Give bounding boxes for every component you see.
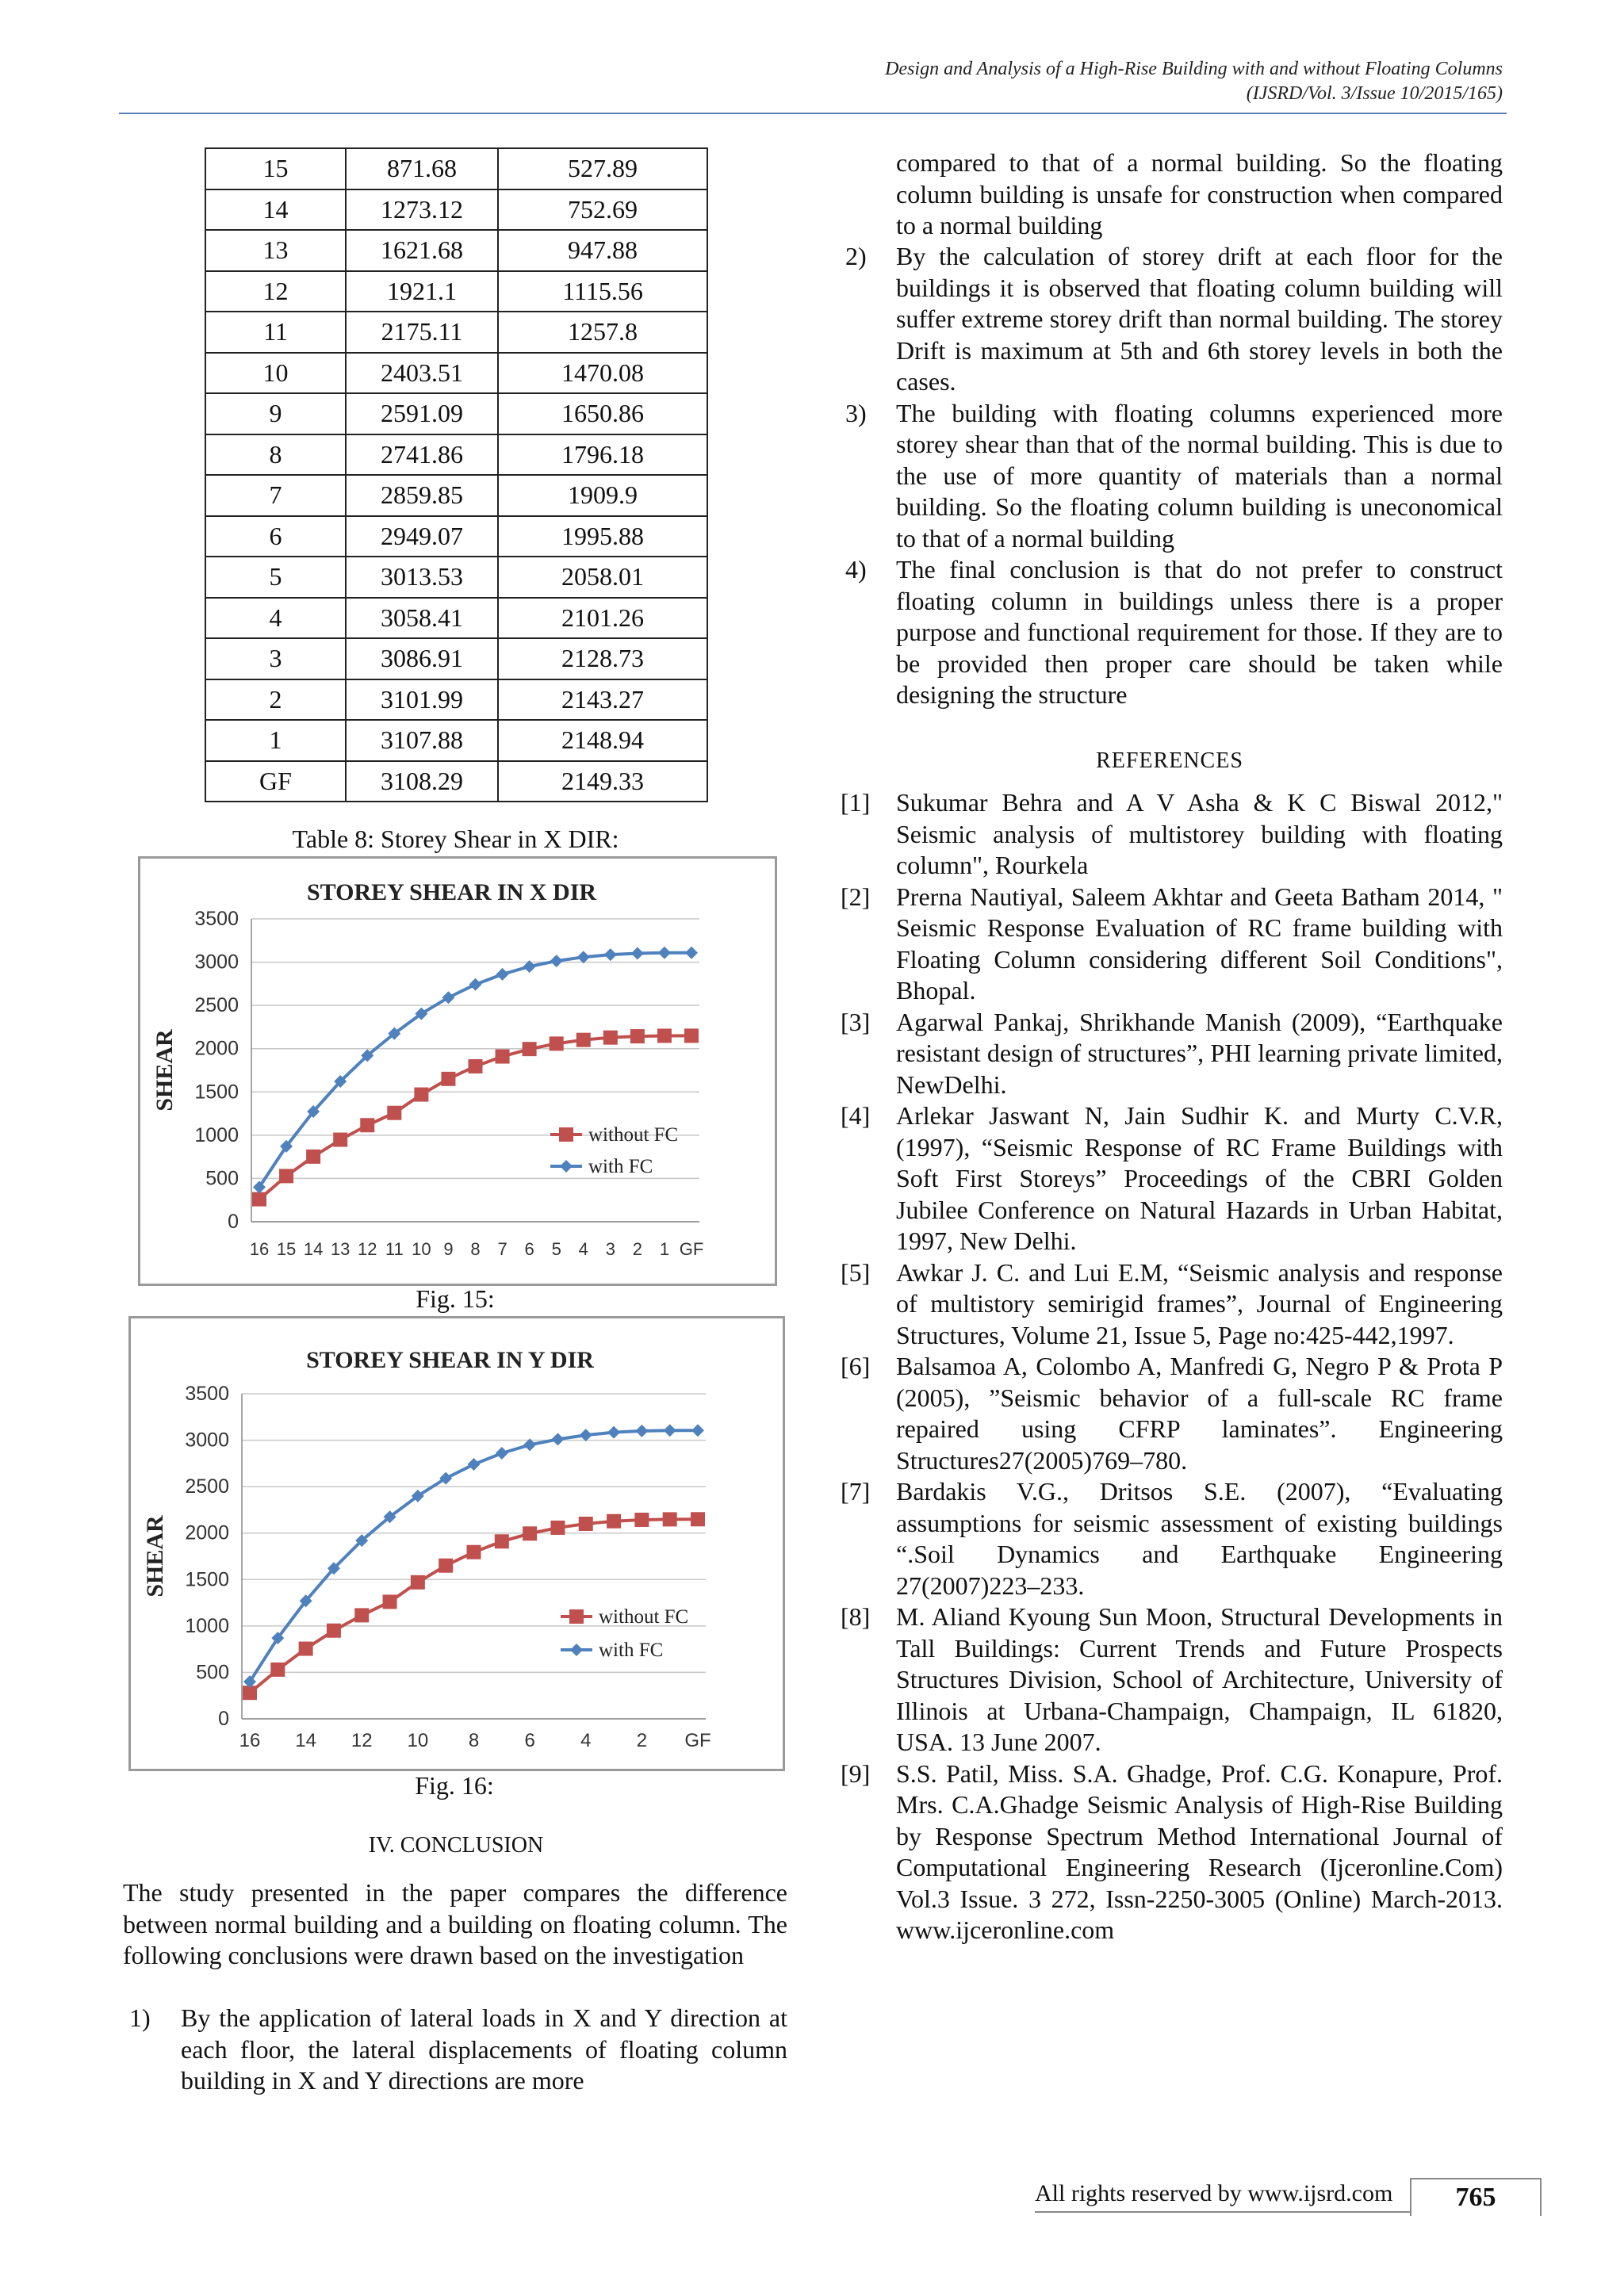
data-point xyxy=(327,1624,341,1638)
y-tick-label: 0 xyxy=(228,1211,239,1233)
table-row xyxy=(205,761,707,802)
data-point xyxy=(604,948,617,961)
data-point xyxy=(635,1425,648,1437)
table-row xyxy=(205,475,707,516)
chart-title: STOREY SHEAR IN X DIR xyxy=(306,879,597,905)
x-tick-label: 8 xyxy=(470,1239,481,1259)
with-fc-cell: 2175.11 xyxy=(346,312,498,353)
item-text: The final conclusion is that do not prefer to construct floating column in buildings unless there is a proper purpose and functional requirement for those. If they are to be provided then proper care should be taken while designing the structure xyxy=(896,555,1503,709)
storey-cell: 5 xyxy=(205,557,346,598)
y-tick-label: 3000 xyxy=(194,951,239,974)
x-tick-label: 15 xyxy=(276,1239,297,1259)
data-point xyxy=(270,1663,285,1677)
y-tick-label: 2000 xyxy=(185,1521,229,1544)
x-tick-label: 6 xyxy=(524,1730,535,1751)
reference-number: [2] xyxy=(841,882,871,911)
y-tick-label: 3500 xyxy=(194,908,239,930)
reference-text: S.S. Patil, Miss. S.A. Ghadge, Prof. C.G. Konapure, Prof. Mrs. C.A.Ghadge Seismic Analysis of High-Rise Building by Response Spectrum Method International Journal of Computational Engineering Research (Ijceronline.Com) Vol.3 Issue. 3 272, Issn-2250-3005 (Online) March-2013. www.ijceronline.com xyxy=(896,1758,1503,1944)
x-tick-label: 9 xyxy=(443,1239,454,1259)
y-tick-label: 1000 xyxy=(194,1123,239,1146)
legend-label: without FC xyxy=(588,1124,679,1146)
reference-item xyxy=(841,1351,1503,1476)
y-tick-label: 500 xyxy=(205,1167,239,1190)
x-tick-label: 1 xyxy=(659,1239,670,1259)
footer-rule xyxy=(1035,2211,1411,2213)
references-heading: REFERENCES xyxy=(1096,748,1243,773)
data-point xyxy=(631,947,644,959)
legend-label: without FC xyxy=(599,1606,689,1628)
x-tick-label: 7 xyxy=(497,1239,508,1259)
table-row xyxy=(205,353,707,394)
table-row xyxy=(205,271,707,312)
conclusion-item-3 xyxy=(841,398,1503,555)
data-point xyxy=(360,1118,374,1132)
table-row xyxy=(205,557,707,598)
conclusion-heading: IV. CONCLUSION xyxy=(368,1833,544,1858)
table-row xyxy=(205,312,707,353)
footer-copyright: All rights reserved by www.ijsrd.com xyxy=(1035,2180,1393,2206)
storey-cell: GF xyxy=(205,761,346,802)
y-axis-label: SHEAR xyxy=(142,1515,168,1598)
data-point xyxy=(603,1031,618,1045)
data-point xyxy=(496,1050,510,1064)
with-fc-cell: 3107.88 xyxy=(346,720,498,761)
data-point xyxy=(439,1559,453,1573)
reference-text: Arlekar Jaswant N, Jain Sudhir K. and Murty C.V.R, (1997), “Seismic Response of RC Frame Buildings with Soft First Storeys” Proceedings of the CBRI Golden Jubilee Conference on Natural Hazards in Urban Habitat, 1997, New Delhi. xyxy=(896,1101,1503,1255)
conclusion-item-4 xyxy=(841,554,1503,711)
reference-text: Balsamoa A, Colombo A, Manfredi G, Negro P & Prota P (2005), ”Seismic behavior of a full-scale RC frame repaired using CFRP laminates”. Engineering Structures27(2005)769–780. xyxy=(896,1352,1503,1475)
x-tick-label: 8 xyxy=(468,1730,480,1751)
data-point xyxy=(383,1594,397,1609)
running-header xyxy=(0,57,1503,106)
x-tick-label: 16 xyxy=(239,1730,261,1751)
header-issue: (IJSRD/Vol. 3/Issue 10/2015/165) xyxy=(1246,83,1503,104)
chart-title: STOREY SHEAR IN Y DIR xyxy=(306,1347,594,1373)
x-tick-label: 2 xyxy=(632,1239,642,1259)
without-fc-cell: 1257.8 xyxy=(498,312,707,353)
x-tick-label: 12 xyxy=(358,1239,377,1259)
legend-marker xyxy=(560,1160,573,1173)
storey-cell: 7 xyxy=(205,475,346,516)
with-fc-cell: 1921.1 xyxy=(346,271,498,312)
x-tick-label: 11 xyxy=(385,1239,404,1259)
reference-item xyxy=(841,882,1503,1007)
x-tick-label: 2 xyxy=(636,1730,648,1751)
storey-cell: 15 xyxy=(205,148,346,189)
data-point xyxy=(685,947,698,959)
reference-item xyxy=(841,1100,1503,1257)
table-caption: Table 8: Storey Shear in X DIR: xyxy=(292,825,619,853)
y-tick-label: 3500 xyxy=(185,1383,229,1405)
data-point xyxy=(468,1458,481,1471)
conclusion-item-1-continued: compared to that of a normal building. So the floating column building is unsafe for construction when compared to a normal building xyxy=(896,148,1503,239)
data-point xyxy=(411,1575,425,1590)
data-point xyxy=(664,1424,676,1437)
table-row xyxy=(205,148,707,189)
data-point xyxy=(495,1534,509,1548)
data-point xyxy=(691,1512,705,1526)
y-tick-label: 1500 xyxy=(185,1568,229,1591)
item-number: 4) xyxy=(845,555,867,584)
y-tick-label: 3000 xyxy=(185,1429,229,1452)
with-fc-cell: 3013.53 xyxy=(346,557,498,598)
storey-cell: 14 xyxy=(205,189,346,231)
conclusion-intro: The study presented in the paper compares the difference between normal building and a building on floating column. The following conclusions were drawn based on the investigation xyxy=(123,1878,787,1969)
item-text: The building with floating columns experienced more storey shear than that of the normal building. This is due to the use of more quantity of materials than a normal building. So the floating column building is uneconomical to that of a normal building xyxy=(896,398,1503,553)
data-point xyxy=(691,1424,704,1437)
with-fc-cell: 3086.91 xyxy=(346,638,498,679)
reference-number: [5] xyxy=(841,1257,871,1287)
data-point xyxy=(523,1042,537,1056)
table-row xyxy=(205,393,707,434)
x-tick-label: 13 xyxy=(330,1239,350,1259)
without-fc-cell: 2148.94 xyxy=(498,720,707,761)
y-tick-label: 2500 xyxy=(185,1475,229,1498)
data-point xyxy=(414,1088,428,1102)
data-point xyxy=(299,1642,313,1656)
legend-marker xyxy=(559,1127,573,1142)
with-fc-cell: 871.68 xyxy=(346,148,498,189)
without-fc-cell: 752.69 xyxy=(498,189,707,231)
data-point xyxy=(279,1169,293,1183)
conclusion-list-left xyxy=(123,2003,787,2097)
table-row xyxy=(205,516,707,557)
data-point xyxy=(550,955,563,967)
conclusion-item-1 xyxy=(123,2003,787,2097)
without-fc-cell: 1650.86 xyxy=(498,393,707,434)
without-fc-cell: 2143.27 xyxy=(498,679,707,721)
without-fc-cell: 947.88 xyxy=(498,230,707,271)
storey-cell: 12 xyxy=(205,271,346,312)
without-fc-cell: 1995.88 xyxy=(498,516,707,557)
reference-number: [7] xyxy=(841,1477,871,1506)
storey-cell: 1 xyxy=(205,720,346,761)
without-fc-cell: 1796.18 xyxy=(498,434,707,476)
data-point xyxy=(441,1072,455,1086)
x-tick-label: GF xyxy=(684,1730,711,1751)
reference-item xyxy=(841,787,1503,882)
y-tick-label: 0 xyxy=(218,1708,229,1730)
reference-item xyxy=(841,1257,1503,1352)
with-fc-cell: 1621.68 xyxy=(346,230,498,271)
storey-shear-table xyxy=(205,147,708,802)
chart-y-svg xyxy=(131,1318,783,1769)
x-tick-label: 4 xyxy=(578,1239,588,1259)
y-tick-label: 2500 xyxy=(194,994,239,1017)
page-number: 765 xyxy=(1410,2178,1542,2216)
header-rule xyxy=(119,113,1507,114)
with-fc-cell: 3108.29 xyxy=(346,761,498,802)
storey-cell: 9 xyxy=(205,393,346,434)
x-tick-label: 14 xyxy=(303,1239,324,1259)
x-tick-label: GF xyxy=(679,1239,704,1259)
x-tick-label: 14 xyxy=(295,1730,316,1751)
reference-item xyxy=(841,1476,1503,1601)
y-axis-label: SHEAR xyxy=(151,1029,178,1112)
data-point xyxy=(252,1192,266,1207)
reference-number: [6] xyxy=(841,1352,871,1380)
table-row xyxy=(205,720,707,761)
reference-number: [1] xyxy=(841,788,871,817)
table-row xyxy=(205,598,707,639)
data-point xyxy=(354,1608,369,1622)
reference-number: [3] xyxy=(841,1007,871,1036)
data-point xyxy=(658,947,671,959)
item-text: By the calculation of storey drift at each floor for the buildings it is observed that floating column building will suffer extreme storey drift than normal building. The storey Drift is maximum at 5th and 6th storey levels in both the cases. xyxy=(896,242,1503,396)
references-list xyxy=(841,787,1503,1946)
x-tick-label: 5 xyxy=(551,1239,561,1259)
reference-item xyxy=(841,1758,1503,1946)
x-tick-label: 10 xyxy=(407,1730,429,1751)
with-fc-cell: 1273.12 xyxy=(346,189,498,231)
data-point xyxy=(630,1029,645,1043)
data-point xyxy=(607,1426,620,1439)
chart-storey-shear-x xyxy=(138,856,777,1286)
data-point xyxy=(496,968,509,981)
legend-label: with FC xyxy=(599,1640,664,1661)
item-text: By the application of lateral loads in X and Y direction at each floor, the lateral displacements of floating column building in X and Y directions are more xyxy=(181,2003,787,2095)
data-point xyxy=(579,1517,593,1531)
table-row xyxy=(205,679,707,721)
legend-marker xyxy=(569,1609,584,1624)
data-point xyxy=(550,1036,564,1050)
data-point xyxy=(333,1133,347,1147)
chart-x-svg xyxy=(140,859,775,1284)
data-point xyxy=(580,1429,592,1441)
data-point xyxy=(576,1033,591,1047)
table-row xyxy=(205,638,707,679)
data-point xyxy=(550,1521,565,1535)
without-fc-cell: 1909.9 xyxy=(498,475,707,516)
data-point xyxy=(684,1028,699,1043)
storey-cell: 4 xyxy=(205,598,346,639)
data-point xyxy=(387,1106,401,1120)
without-fc-cell: 2128.73 xyxy=(498,638,707,679)
with-fc-cell: 2591.09 xyxy=(346,393,498,434)
data-point xyxy=(551,1433,564,1445)
item-number: 1) xyxy=(129,2003,151,2032)
storey-cell: 3 xyxy=(205,638,346,679)
data-point xyxy=(577,951,590,963)
data-point xyxy=(657,1028,672,1043)
reference-number: [9] xyxy=(841,1758,871,1788)
with-fc-cell: 2403.51 xyxy=(346,353,498,394)
reference-number: [8] xyxy=(841,1602,871,1631)
data-point xyxy=(634,1513,649,1527)
reference-number: [4] xyxy=(841,1101,871,1130)
without-fc-cell: 2149.33 xyxy=(498,761,707,802)
data-point xyxy=(663,1512,677,1526)
data-point xyxy=(469,978,482,991)
item-number: 3) xyxy=(845,398,867,427)
storey-cell: 8 xyxy=(205,434,346,476)
with-fc-cell: 2741.86 xyxy=(346,434,498,476)
reference-item xyxy=(841,1601,1503,1758)
x-tick-label: 10 xyxy=(412,1239,431,1259)
with-fc-cell: 2949.07 xyxy=(346,516,498,557)
chart-storey-shear-y xyxy=(128,1316,785,1771)
storey-cell: 2 xyxy=(205,679,346,721)
data-point xyxy=(467,1545,481,1559)
with-fc-cell: 3101.99 xyxy=(346,679,498,721)
legend-label: with FC xyxy=(588,1156,653,1177)
with-fc-cell: 2859.85 xyxy=(346,475,498,516)
header-title: Design and Analysis of a High-Rise Building with and without Floating Columns xyxy=(885,59,1503,79)
table-row xyxy=(205,434,707,476)
reference-text: Sukumar Behra and A V Asha & K C Biswal 2012," Seismic analysis of multistorey building with floating column", Rourkela xyxy=(896,788,1503,879)
reference-text: Bardakis V.G., Dritsos S.E. (2007), “Evaluating assumptions for seismic assessment of existing buildings “.Soil Dynamics and Earthquake Engineering 27(2007)223–233. xyxy=(896,1477,1503,1600)
storey-cell: 10 xyxy=(205,353,346,394)
storey-cell: 11 xyxy=(205,312,346,353)
y-tick-label: 1500 xyxy=(194,1081,239,1104)
x-tick-label: 12 xyxy=(350,1730,373,1751)
without-fc-cell: 527.89 xyxy=(498,148,707,189)
with-fc-cell: 3058.41 xyxy=(346,598,498,639)
data-point xyxy=(496,1447,508,1460)
reference-text: Awkar J. C. and Lui E.M, “Seismic analysis and response of multistory semirigid frames”, Journal of Engineering Structures, Volume 21, Issue 5, Page no:425-442,1997. xyxy=(896,1257,1503,1349)
item-number: 2) xyxy=(845,242,867,270)
x-tick-label: 6 xyxy=(524,1239,534,1259)
storey-cell: 13 xyxy=(205,230,346,271)
conclusion-list-right xyxy=(841,241,1503,711)
table-row xyxy=(205,230,707,271)
without-fc-cell: 2101.26 xyxy=(498,598,707,639)
fig16-caption: Fig. 16: xyxy=(415,1771,494,1800)
y-tick-label: 1000 xyxy=(185,1614,229,1637)
data-point xyxy=(523,1526,537,1540)
data-point xyxy=(469,1059,483,1073)
without-fc-cell: 1115.56 xyxy=(498,271,707,312)
reference-text: Prerna Nautiyal, Saleem Akhtar and Geeta Batham 2014, " Seismic Response Evaluation of RC frame building with Floating Column considering different Soil Conditions", Bhopal. xyxy=(896,882,1503,1004)
x-tick-label: 16 xyxy=(249,1239,270,1259)
storey-cell: 6 xyxy=(205,516,346,557)
conclusion-item-2 xyxy=(841,241,1503,398)
y-tick-label: 500 xyxy=(196,1661,229,1684)
reference-text: Agarwal Pankaj, Shrikhande Manish (2009), “Earthquake resistant design of structures”, PHI learning private limited, NewDelhi. xyxy=(896,1007,1503,1099)
data-point xyxy=(306,1150,320,1164)
without-fc-cell: 2058.01 xyxy=(498,557,707,598)
y-tick-label: 2000 xyxy=(194,1037,239,1060)
reference-text: M. Aliand Kyoung Sun Moon, Structural Developments in Tall Buildings: Current Trends and Future Prospects Structures Division, School of Architecture, University of Illinois at Urbana-Champaign, Champaign, IL 61820, USA. 13 June 2007. xyxy=(896,1602,1503,1756)
x-tick-label: 3 xyxy=(605,1239,615,1259)
legend-marker xyxy=(570,1644,583,1656)
fig15-caption: Fig. 15: xyxy=(416,1284,495,1313)
data-point xyxy=(607,1514,621,1529)
table-row xyxy=(205,189,707,231)
reference-item xyxy=(841,1007,1503,1101)
without-fc-cell: 1470.08 xyxy=(498,353,707,394)
x-tick-label: 4 xyxy=(580,1730,592,1751)
